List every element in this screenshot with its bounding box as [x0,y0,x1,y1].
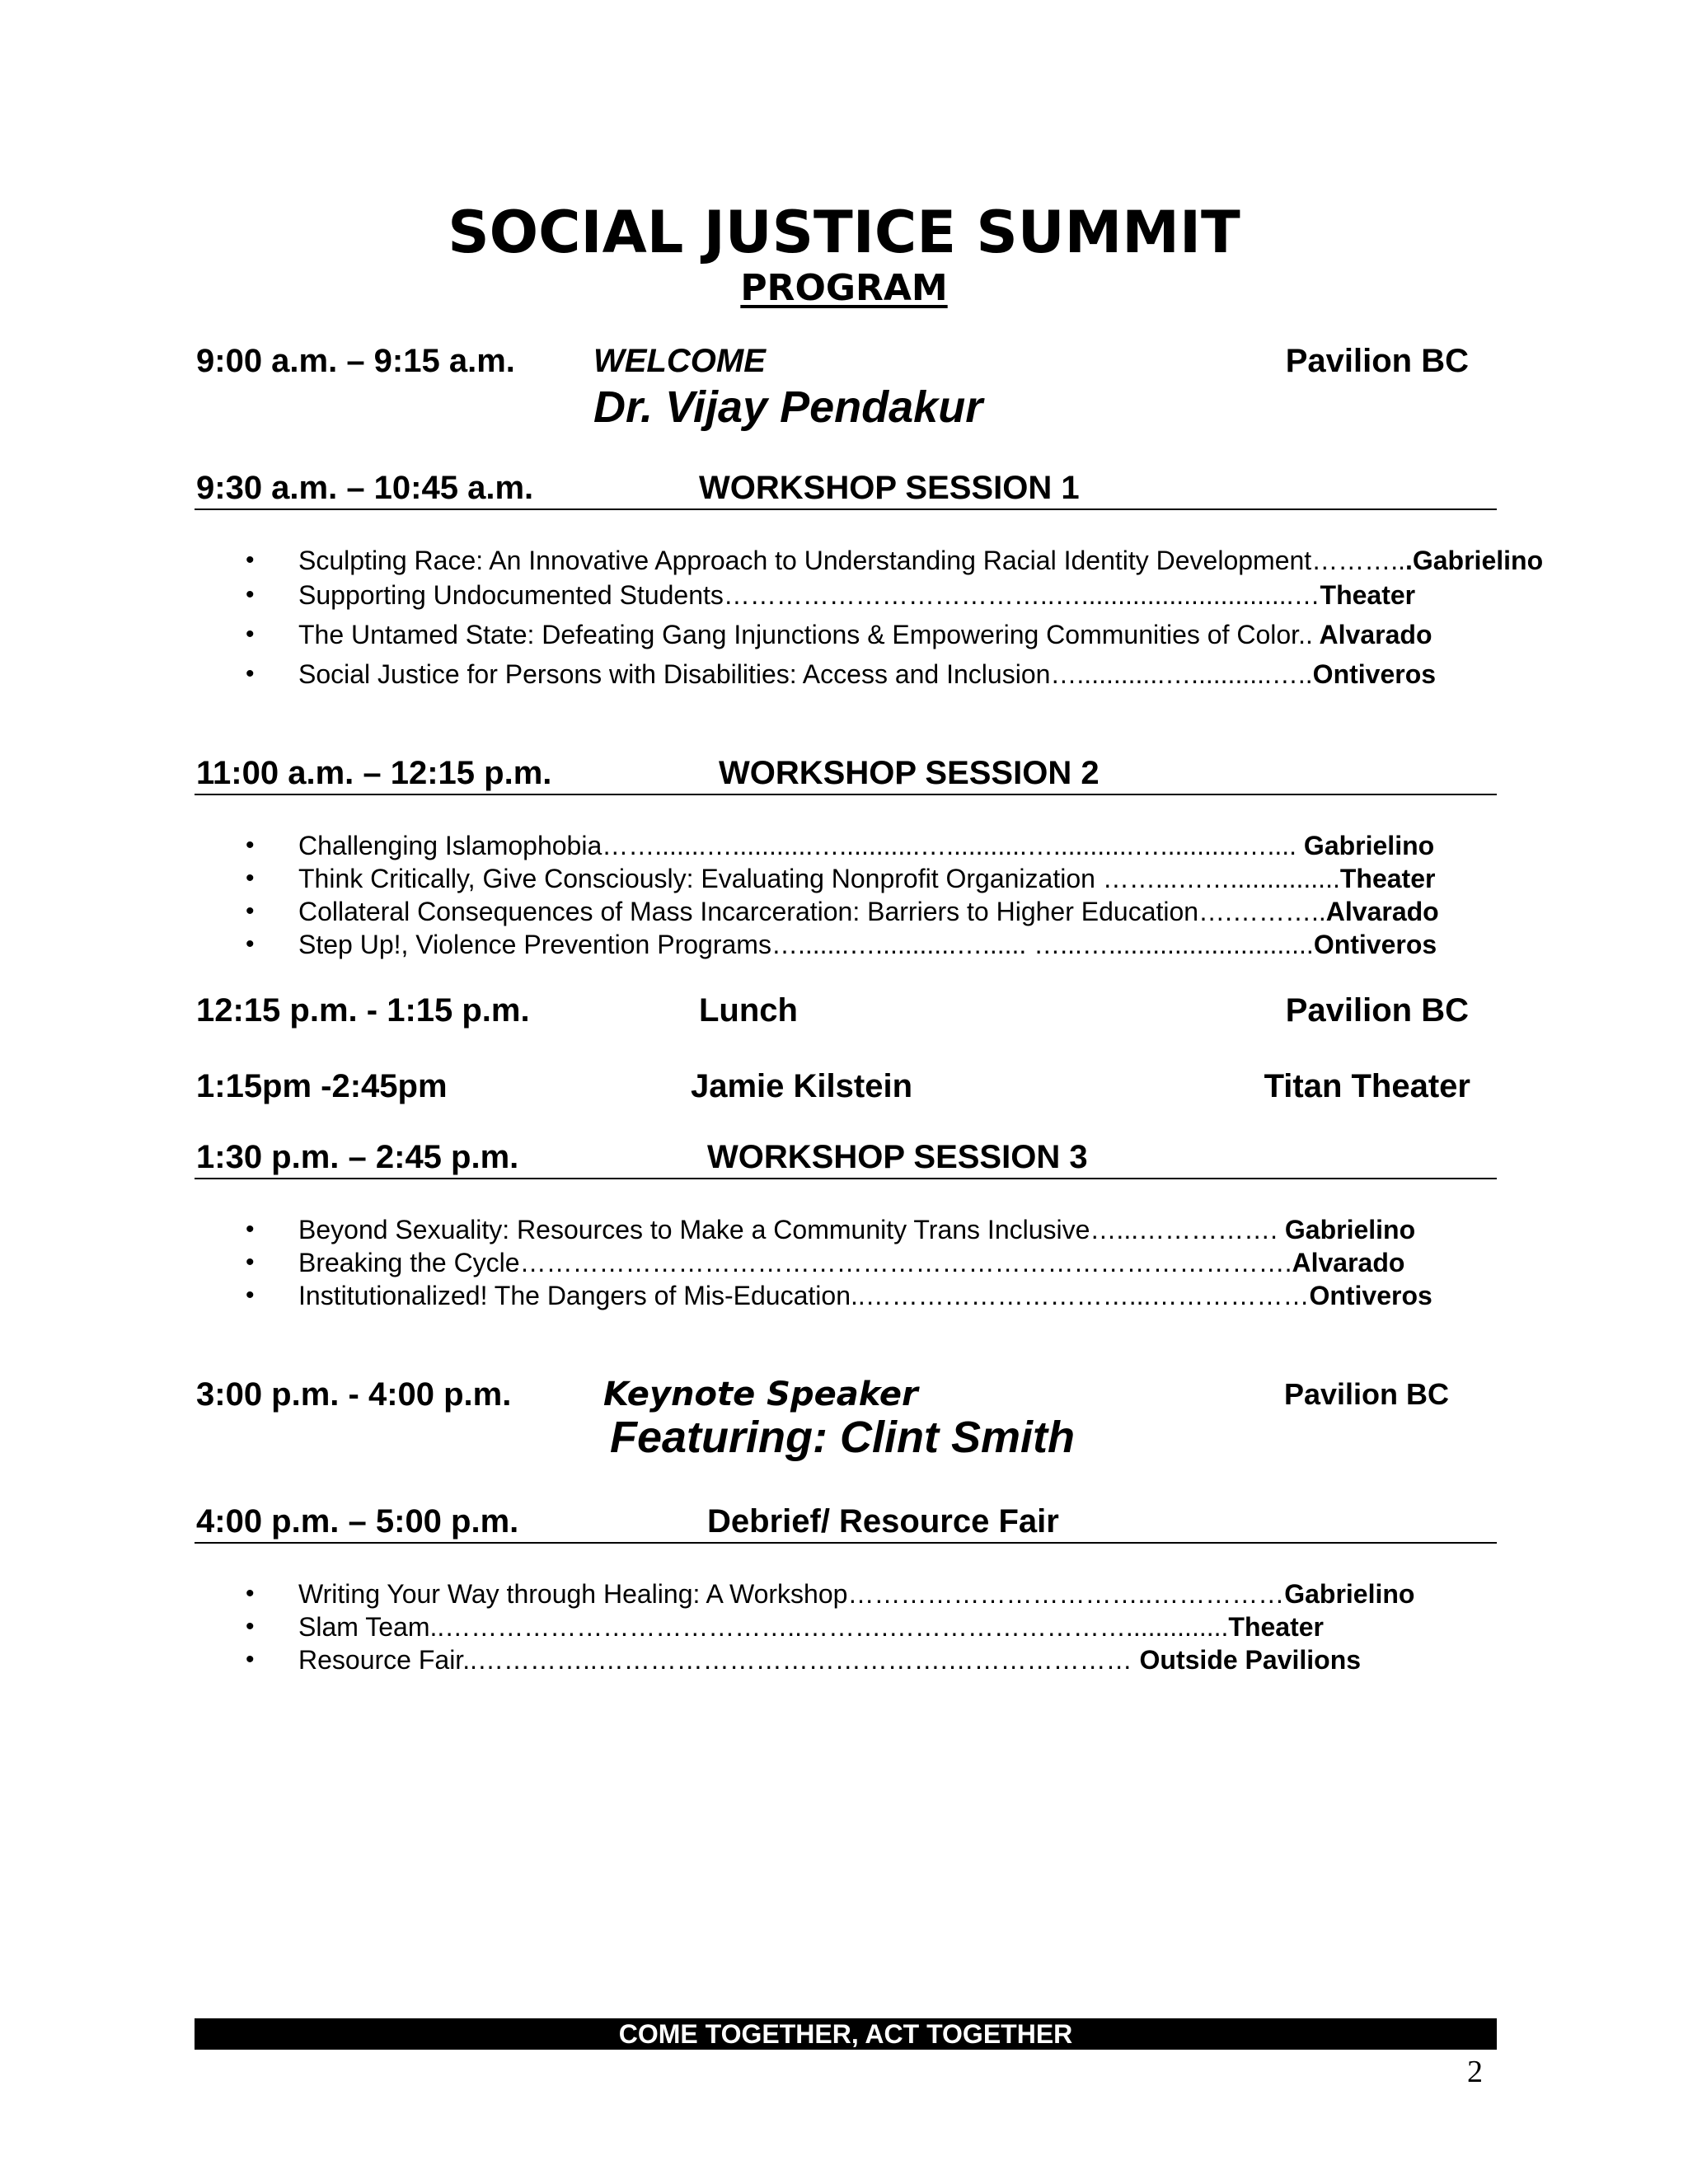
debrief-time: 4:00 p.m. – 5:00 p.m. [196,1503,519,1540]
debrief-title: Debrief/ Resource Fair [707,1503,1059,1540]
session2-item-1-room: Gabrielino [1296,831,1435,860]
welcome-location: Pavilion BC [1285,343,1469,379]
kilstein-time: 1:15pm -2:45pm [196,1068,448,1104]
session3-item-3-title: Institutionalized! The Dangers of Mis-Education..…………………………...……………… [298,1281,1310,1310]
session1-item-2-title: Supporting Undocumented Students………………………………..….............................… [298,580,1320,610]
session3-item-2-title: Breaking the Cycle……………………………………………………………………………. [298,1248,1292,1277]
keynote-label: Keynote Speaker [603,1376,918,1413]
keynote-location: Pavilion BC [1283,1377,1449,1411]
debrief-item-3-room: Outside Pavilions [1132,1645,1362,1675]
session3-item-3-room: Ontiveros [1309,1281,1432,1310]
session1-time: 9:30 a.m. – 10:45 a.m. [196,470,534,506]
session3-rule [195,1178,1497,1179]
session1-rule [195,509,1497,510]
session2-item-3-title: Collateral Consequences of Mass Incarceration: Barriers to Higher Education….……….. [298,897,1326,926]
session3-item-2-room: Alvarado [1292,1248,1405,1277]
session1-item-2-room: Theater [1320,580,1416,610]
session2-item-1-title: Challenging Islamophobia…….......…...........…...........…...........…...........…...........….... [298,831,1297,860]
debrief-item-3-title: Resource Fair..…………..………………………………….………………… [298,1645,1132,1675]
session1-item-1-title: Sculpting Race: An Innovative Approach to Understanding Racial Identity Development……….. [298,546,1405,575]
footer-banner-text: COME TOGETHER, ACT TOGETHER [618,2019,1073,2049]
session1-item-3-title: The Untamed State: Defeating Gang Injunctions & Empowering Communities of Color.. [298,620,1313,649]
page-number: 2 [1467,2055,1483,2089]
session2-item-4-title: Step Up!, Violence Prevention Programs….......…...........…...... …...…............................ [298,930,1314,959]
session3-item-1-room: Gabrielino [1277,1215,1416,1244]
page-title: SOCIAL JUSTICE SUMMIT [448,199,1240,266]
welcome-label: WELCOME [593,343,766,379]
session2-item-2-room: Theater [1339,864,1436,893]
debrief-item-2-title: Slam Team..…………………………………..……….……………………….............. [298,1612,1229,1642]
welcome-speaker: Dr. Vijay Pendakur [593,382,983,432]
session2-title: WORKSHOP SESSION 2 [719,755,1100,791]
session3-title: WORKSHOP SESSION 3 [707,1139,1088,1175]
session1-item-4-title: Social Justice for Persons with Disabilities: Access and Inclusion…............…...........….. [298,659,1313,689]
debrief-item-1-room: Gabrielino [1284,1579,1415,1609]
session1-title: WORKSHOP SESSION 1 [699,470,1080,506]
lunch-label: Lunch [699,992,798,1029]
session1-item-1-room: .Gabrielino [1404,546,1544,575]
keynote-time: 3:00 p.m. - 4:00 p.m. [196,1376,512,1413]
session2-item-2-title: Think Critically, Give Consciously: Evaluating Nonprofit Organization ……...……............... [298,864,1340,893]
debrief-rule [195,1542,1497,1544]
session1-item-3-room: Alvarado [1312,620,1432,649]
session2-item-3-room: Alvarado [1325,897,1439,926]
lunch-location: Pavilion BC [1285,992,1469,1029]
subtitle-text: PROGRAM [740,267,948,309]
session2-item-4-room: Ontiveros [1313,930,1437,959]
kilstein-location: Titan Theater [1264,1068,1470,1104]
session2-time: 11:00 a.m. – 12:15 p.m. [196,755,552,791]
session1-item-4-room: Ontiveros [1312,659,1437,689]
welcome-time: 9:00 a.m. – 9:15 a.m. [196,343,515,379]
lunch-time: 12:15 p.m. - 1:15 p.m. [196,992,530,1029]
session3-item-1-title: Beyond Sexuality: Resources to Make a Community Trans Inclusive…...……………. [298,1215,1278,1244]
session2-rule [195,794,1497,795]
keynote-speaker: Featuring: Clint Smith [610,1413,1075,1462]
session3-time: 1:30 p.m. – 2:45 p.m. [196,1139,519,1175]
debrief-item-1-title: Writing Your Way through Healing: A Workshop……………………………..…………… [298,1579,1285,1609]
debrief-item-2-room: Theater [1228,1612,1324,1642]
kilstein-label: Jamie Kilstein [691,1068,913,1104]
page-subtitle [0,265,1688,312]
